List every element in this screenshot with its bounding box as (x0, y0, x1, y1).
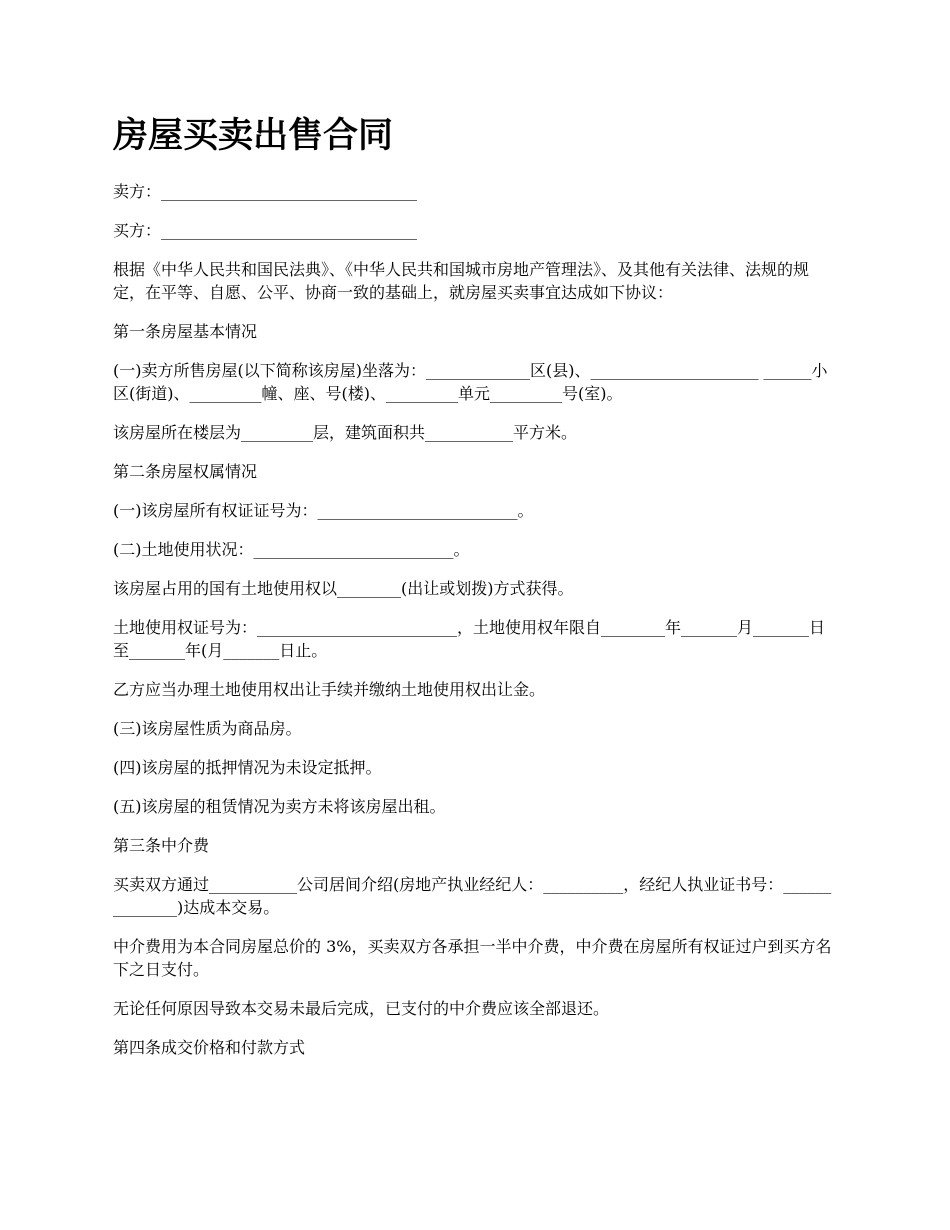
article-2-heading: 第二条房屋权属情况 (113, 462, 258, 481)
buyer-line: 买方：________________________________ (113, 221, 418, 240)
article-3-heading: 第三条中介费 (113, 836, 210, 855)
property-nature-paragraph: (三)该房屋性质为商品房。 (113, 719, 302, 738)
agency-paragraph: 买卖双方通过___________公司居间介绍(房地产执业经纪人：__________，经纪人执业证书号：______________)达成本交易。 (113, 875, 832, 917)
ownership-cert-paragraph: (一)该房屋所有权证证号为：_________________________。 (113, 501, 534, 520)
lease-paragraph: (五)该房屋的租赁情况为卖方未将该房屋出租。 (113, 797, 446, 816)
land-transfer-fee-paragraph: 乙方应当办理土地使用权出让手续并缴纳土地使用权出让金。 (113, 680, 546, 699)
property-location-paragraph: (一)卖方所售房屋(以下简称该房屋)坐落为：_____________区(县)、_____________________ ______小区(街道)、_________幢、座、号(楼)、_________单元_________号(室)。 (113, 361, 828, 403)
article-1-heading: 第一条房屋基本情况 (113, 322, 258, 341)
land-use-paragraph: (二)土地使用状况：_________________________。 (113, 540, 470, 559)
article-4-heading: 第四条成交价格和付款方式 (113, 1038, 306, 1057)
document-title: 房屋买卖出售合同 (113, 115, 394, 156)
land-right-method-paragraph: 该房屋占用的国有土地使用权以________(出让或划拨)方式获得。 (113, 579, 574, 598)
document-body (113, 180, 839, 1075)
agency-fee-paragraph: 中介费用为本合同房屋总价的 3%，买卖双方各承担一半中介费，中介费在房屋所有权证过户到买方名下之日支付。 (113, 937, 832, 979)
seller-line: 卖方：________________________________ (113, 182, 418, 201)
land-cert-paragraph: 土地使用权证号为：_________________________，土地使用权年限自________年_______月_______日至_______年(月_______日止。 (113, 618, 826, 660)
mortgage-paragraph: (四)该房屋的抵押情况为未设定抵押。 (113, 758, 382, 777)
refund-paragraph: 无论任何原因导致本交易未最后完成，已支付的中介费应该全部退还。 (113, 999, 610, 1018)
floor-area-paragraph: 该房屋所在楼层为_________层，建筑面积共___________平方米。 (113, 423, 578, 442)
preamble-paragraph: 根据《中华人民共和国民法典》、《中华人民共和国城市房地产管理法》、及其他有关法律、法规的规定，在平等、自愿、公平、协商一致的基础上，就房屋买卖事宜达成如下协议： (113, 260, 810, 302)
